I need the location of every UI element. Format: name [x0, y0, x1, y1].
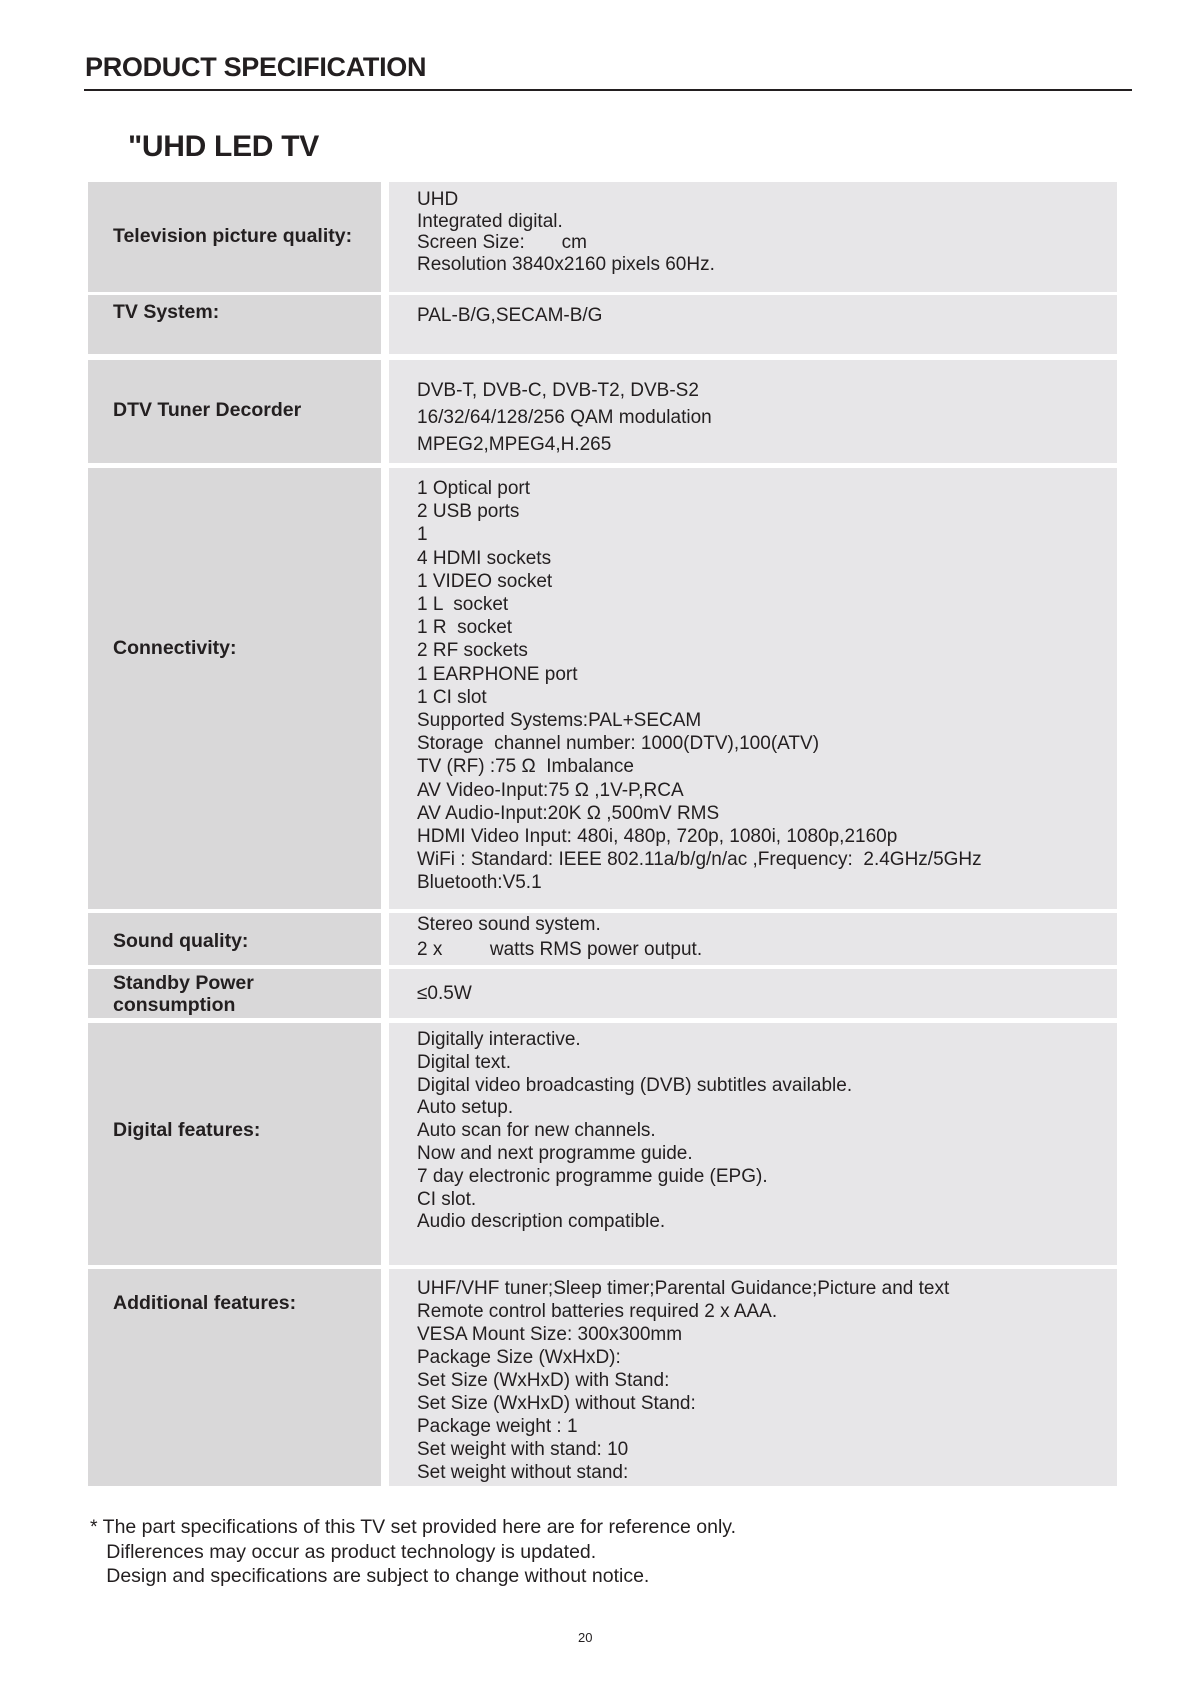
spec-value-line: 1 Optical port [417, 478, 530, 499]
spec-value-line: Package Size (WxHxD): [417, 1347, 621, 1368]
spec-row [88, 969, 1117, 1018]
title-divider [84, 89, 1132, 91]
spec-value-line: Integrated digital. [417, 210, 563, 232]
spec-value-line: Audio description compatible. [417, 1211, 666, 1233]
spec-value-line: Digital video broadcasting (DVB) subtitles available. [417, 1074, 853, 1096]
spec-value-line: Set weight with stand: 10 [417, 1439, 629, 1460]
spec-value-line: Screen Size: cm [417, 232, 587, 253]
spec-value-line: VESA Mount Size: 300x300mm [417, 1324, 683, 1345]
footnote-line: Design and specifications are subject to change without notice. [90, 1565, 650, 1587]
spec-value-line: 2 RF sockets [417, 640, 528, 662]
spec-label-cell [88, 1269, 381, 1486]
spec-value-line: Set Size (WxHxD) with Stand: [417, 1370, 670, 1391]
spec-row [88, 1023, 1117, 1265]
spec-row [88, 913, 1117, 965]
spec-label-cell [88, 295, 381, 354]
spec-label: Standby Power consumption [113, 972, 254, 1016]
spec-value-line: 1 [417, 524, 428, 546]
spec-value-line: TV (RF) :75 Ω Imbalance [417, 756, 634, 778]
spec-value-line: Digital text. [417, 1051, 511, 1073]
spec-label: Television picture quality: [113, 225, 353, 247]
spec-value-line: Bluetooth:V5.1 [417, 872, 542, 894]
spec-value-line: DVB-T, DVB-C, DVB-T2, DVB-S2 [417, 380, 699, 401]
spec-label: Digital features: [113, 1119, 261, 1141]
spec-value-line: 1 CI slot [417, 686, 487, 708]
spec-label-cell [88, 468, 381, 909]
spec-value-line: Remote control batteries required 2 x AAA. [417, 1301, 778, 1322]
spec-value-line: Set weight without stand: [417, 1462, 629, 1483]
spec-value-line: AV Video-Input:75 Ω ,1V-P,RCA [417, 779, 684, 801]
spec-value-line: AV Audio-Input:20K Ω ,500mV RMS [417, 802, 720, 824]
spec-row [88, 1269, 1117, 1486]
spec-label-cell [88, 969, 381, 1018]
spec-value-line: 16/32/64/128/256 QAM modulation [417, 407, 712, 428]
spec-value-cell [389, 295, 1117, 354]
page-number: 20 [578, 1630, 593, 1645]
spec-value-line: Package weight : 1 [417, 1416, 578, 1437]
footnote-line: Diflerences may occur as product technology is updated. [90, 1540, 597, 1563]
spec-value-line: 2 x watts RMS power output. [417, 938, 703, 960]
spec-label: Connectivity: [113, 637, 237, 659]
spec-value-cell [389, 182, 1117, 292]
spec-value-line: 4 HDMI sockets [417, 547, 552, 569]
spec-value-line: CI slot. [417, 1188, 477, 1210]
spec-label-cell [88, 1023, 381, 1265]
spec-value-line: 1 VIDEO socket [417, 570, 553, 592]
spec-value-line: UHF/VHF tuner;Sleep timer;Parental Guidance;Picture and text [417, 1278, 950, 1299]
spec-row [88, 468, 1117, 909]
spec-value-line: Stereo sound system. [417, 914, 601, 935]
spec-value-line: MPEG2,MPEG4,H.265 [417, 434, 612, 455]
spec-value-line: Resolution 3840x2160 pixels 60Hz. [417, 253, 715, 275]
spec-value-line: Set Size (WxHxD) without Stand: [417, 1393, 696, 1414]
spec-value-line: Now and next programme guide. [417, 1142, 693, 1164]
footnote [90, 1515, 736, 1589]
spec-value-line: Auto setup. [417, 1097, 514, 1119]
spec-value-line: 1 L socket [417, 594, 509, 616]
spec-value-cell [389, 913, 1117, 965]
spec-value-line: 1 R socket [417, 617, 513, 639]
spec-value-cell [389, 360, 1117, 463]
spec-label: Additional features: [113, 1292, 297, 1314]
spec-value-line: 1 EARPHONE port [417, 663, 578, 685]
page-title: PRODUCT SPECIFICATION [85, 52, 427, 82]
spec-value-line: Storage channel number: 1000(DTV),100(ATV) [417, 733, 820, 755]
spec-value-line: WiFi : Standard: IEEE 802.11a/b/g/n/ac ,Frequency: 2.4GHz/5GHz [417, 849, 982, 871]
spec-row [88, 360, 1117, 463]
spec-value-line: 2 USB ports [417, 501, 520, 523]
spec-value-line: Digitally interactive. [417, 1029, 581, 1050]
spec-value-line: 7 day electronic programme guide (EPG). [417, 1165, 768, 1187]
spec-value-line: ≤0.5W [417, 983, 472, 1004]
spec-value-line: HDMI Video Input: 480i, 480p, 720p, 1080i, 1080p,2160p [417, 826, 898, 848]
spec-label-cell [88, 360, 381, 463]
spec-label-cell [88, 913, 381, 965]
spec-value-cell [389, 969, 1117, 1018]
spec-value-line: UHD [417, 189, 459, 210]
spec-value-line: Supported Systems:PAL+SECAM [417, 710, 702, 732]
spec-label-cell [88, 182, 381, 292]
spec-value-line: Auto scan for new channels. [417, 1120, 656, 1142]
spec-value-line: PAL-B/G,SECAM-B/G [417, 305, 603, 326]
spec-row [88, 182, 1117, 292]
spec-label: Sound quality: [113, 930, 249, 952]
spec-label: TV System: [113, 301, 220, 323]
spec-row [88, 295, 1117, 354]
spec-value-cell [389, 1023, 1117, 1265]
spec-value-cell [389, 468, 1117, 909]
spec-label: DTV Tuner Decorder [113, 399, 302, 421]
product-title: "UHD LED TV [128, 130, 319, 163]
footnote-line: * The part specifications of this TV set provided here are for reference only. [90, 1516, 737, 1538]
spec-value-cell [389, 1269, 1117, 1486]
